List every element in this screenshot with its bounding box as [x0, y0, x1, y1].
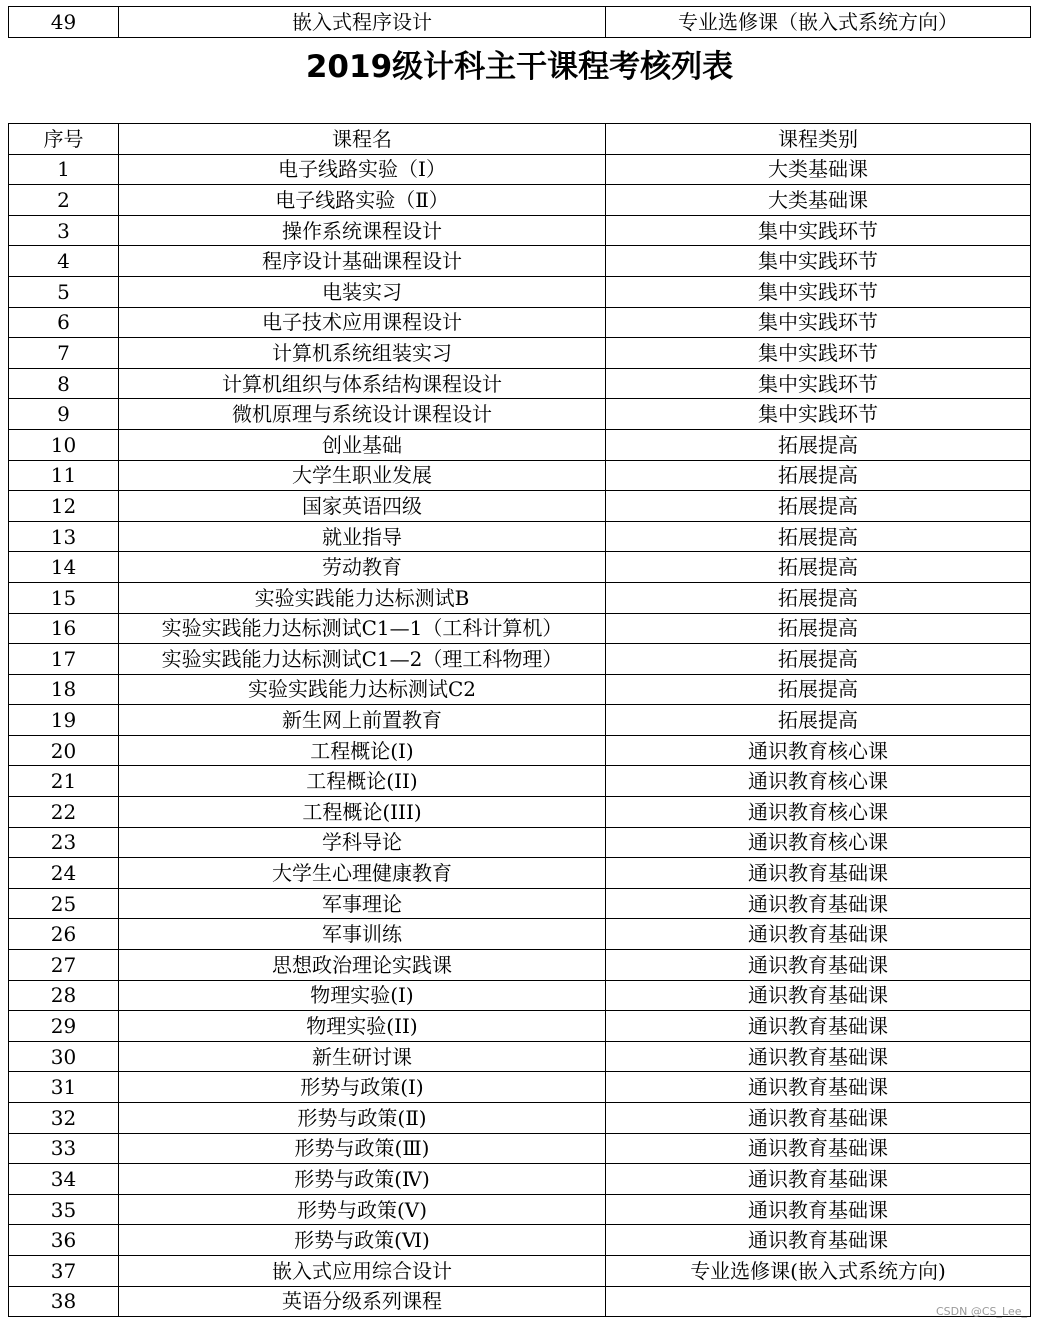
row-number: 19 — [9, 705, 119, 736]
table-row — [9, 827, 1031, 858]
course-type: 通识教育基础课 — [606, 1103, 1031, 1134]
row-number: 25 — [9, 888, 119, 919]
course-name: 实验实践能力达标测试C1—1（工科计算机） — [119, 613, 606, 644]
table-row — [9, 460, 1031, 491]
table-row — [9, 246, 1031, 277]
course-name: 实验实践能力达标测试C1—2（理工科物理） — [119, 644, 606, 675]
table-row — [9, 888, 1031, 919]
course-type: 集中实践环节 — [606, 276, 1031, 307]
course-type: 拓展提高 — [606, 705, 1031, 736]
course-type: 集中实践环节 — [606, 399, 1031, 430]
table-row — [9, 797, 1031, 828]
table-row — [9, 399, 1031, 430]
course-type: 拓展提高 — [606, 429, 1031, 460]
course-name: 思想政治理论实践课 — [119, 950, 606, 981]
table-row — [9, 950, 1031, 981]
course-type: 通识教育基础课 — [606, 980, 1031, 1011]
course-type: 通识教育基础课 — [606, 1041, 1031, 1072]
course-name: 嵌入式程序设计 — [119, 7, 606, 38]
course-type: 通识教育基础课 — [606, 858, 1031, 889]
course-type: 通识教育核心课 — [606, 766, 1031, 797]
course-name: 工程概论(III) — [119, 797, 606, 828]
course-name: 电装实习 — [119, 276, 606, 307]
row-number: 9 — [9, 399, 119, 430]
row-number: 24 — [9, 858, 119, 889]
row-number: 37 — [9, 1255, 119, 1286]
table-row — [9, 1255, 1031, 1286]
table-row — [9, 735, 1031, 766]
row-number: 30 — [9, 1041, 119, 1072]
table-row — [9, 919, 1031, 950]
course-name: 军事训练 — [119, 919, 606, 950]
course-type: 专业选修课(嵌入式系统方向) — [606, 1255, 1031, 1286]
header-course-name: 课程名 — [119, 124, 606, 155]
course-name: 嵌入式应用综合设计 — [119, 1255, 606, 1286]
table-row — [9, 7, 1031, 38]
table-row — [9, 552, 1031, 583]
row-number: 29 — [9, 1011, 119, 1042]
table-row — [9, 766, 1031, 797]
course-type: 拓展提高 — [606, 491, 1031, 522]
course-name: 微机原理与系统设计课程设计 — [119, 399, 606, 430]
course-name: 形势与政策(Ⅵ) — [119, 1225, 606, 1256]
table-row — [9, 1225, 1031, 1256]
course-type: 集中实践环节 — [606, 246, 1031, 277]
row-number: 6 — [9, 307, 119, 338]
table-row — [9, 1011, 1031, 1042]
course-type: 拓展提高 — [606, 613, 1031, 644]
table-row — [9, 980, 1031, 1011]
table-row — [9, 276, 1031, 307]
course-name: 形势与政策(Ⅴ) — [119, 1194, 606, 1225]
row-number: 3 — [9, 215, 119, 246]
course-name: 电子线路实验（Ⅰ） — [119, 154, 606, 185]
table-row — [9, 521, 1031, 552]
course-name: 物理实验(Ⅰ) — [119, 980, 606, 1011]
row-number: 7 — [9, 338, 119, 369]
row-number: 21 — [9, 766, 119, 797]
row-number: 23 — [9, 827, 119, 858]
course-type: 拓展提高 — [606, 460, 1031, 491]
row-number: 16 — [9, 613, 119, 644]
course-name: 英语分级系列课程 — [119, 1286, 606, 1317]
course-name: 形势与政策(Ⅰ) — [119, 1072, 606, 1103]
previous-page-table — [8, 6, 1031, 38]
row-number: 18 — [9, 674, 119, 705]
course-type: 大类基础课 — [606, 185, 1031, 216]
table-row — [9, 1072, 1031, 1103]
row-number: 33 — [9, 1133, 119, 1164]
course-name: 物理实验(II) — [119, 1011, 606, 1042]
course-name: 学科导论 — [119, 827, 606, 858]
course-type: 通识教育核心课 — [606, 735, 1031, 766]
course-name: 实验实践能力达标测试B — [119, 582, 606, 613]
table-row — [9, 307, 1031, 338]
table-row — [9, 368, 1031, 399]
course-type: 通识教育基础课 — [606, 1164, 1031, 1195]
table-row — [9, 1103, 1031, 1134]
course-type: 拓展提高 — [606, 644, 1031, 675]
course-type: 通识教育基础课 — [606, 1133, 1031, 1164]
course-type: 专业选修课（嵌入式系统方向） — [606, 7, 1031, 38]
table-row — [9, 1194, 1031, 1225]
table-row — [9, 154, 1031, 185]
row-number: 34 — [9, 1164, 119, 1195]
table-row — [9, 1286, 1031, 1317]
course-name: 形势与政策(Ⅳ) — [119, 1164, 606, 1195]
table-row — [9, 705, 1031, 736]
course-name: 操作系统课程设计 — [119, 215, 606, 246]
course-name: 就业指导 — [119, 521, 606, 552]
table-row — [9, 644, 1031, 675]
course-type: 拓展提高 — [606, 552, 1031, 583]
row-number: 4 — [9, 246, 119, 277]
course-table — [8, 123, 1031, 1317]
course-type: 集中实践环节 — [606, 368, 1031, 399]
table-row — [9, 613, 1031, 644]
course-type: 通识教育基础课 — [606, 1225, 1031, 1256]
course-type: 集中实践环节 — [606, 215, 1031, 246]
row-number: 31 — [9, 1072, 119, 1103]
row-number: 17 — [9, 644, 119, 675]
watermark: CSDN @CS_Lee_ — [936, 1305, 1027, 1318]
table-row — [9, 1041, 1031, 1072]
course-type: 通识教育基础课 — [606, 950, 1031, 981]
row-number: 11 — [9, 460, 119, 491]
row-number: 32 — [9, 1103, 119, 1134]
table-row — [9, 582, 1031, 613]
table-row — [9, 1133, 1031, 1164]
course-name: 电子技术应用课程设计 — [119, 307, 606, 338]
row-number: 8 — [9, 368, 119, 399]
course-name: 国家英语四级 — [119, 491, 606, 522]
table-row — [9, 338, 1031, 369]
course-type: 通识教育基础课 — [606, 1072, 1031, 1103]
course-type: 通识教育基础课 — [606, 888, 1031, 919]
course-type: 集中实践环节 — [606, 338, 1031, 369]
course-type: 通识教育基础课 — [606, 1194, 1031, 1225]
course-name: 实验实践能力达标测试C2 — [119, 674, 606, 705]
table-header-row — [9, 124, 1031, 155]
table-body — [9, 154, 1031, 1317]
row-number: 13 — [9, 521, 119, 552]
row-number: 2 — [9, 185, 119, 216]
row-number: 26 — [9, 919, 119, 950]
course-name: 工程概论(II) — [119, 766, 606, 797]
course-name: 形势与政策(Ⅲ) — [119, 1133, 606, 1164]
table-row — [9, 858, 1031, 889]
row-number: 49 — [9, 7, 119, 38]
course-name: 劳动教育 — [119, 552, 606, 583]
course-type: 通识教育核心课 — [606, 797, 1031, 828]
row-number: 14 — [9, 552, 119, 583]
table-row — [9, 215, 1031, 246]
course-type: 通识教育核心课 — [606, 827, 1031, 858]
header-number: 序号 — [9, 124, 119, 155]
row-number: 22 — [9, 797, 119, 828]
course-type: 通识教育基础课 — [606, 1011, 1031, 1042]
course-name: 工程概论(I) — [119, 735, 606, 766]
header-course-type: 课程类别 — [606, 124, 1031, 155]
table-row — [9, 1164, 1031, 1195]
course-type: 集中实践环节 — [606, 307, 1031, 338]
course-name: 大学生职业发展 — [119, 460, 606, 491]
row-number: 5 — [9, 276, 119, 307]
course-name: 创业基础 — [119, 429, 606, 460]
course-type: 拓展提高 — [606, 674, 1031, 705]
row-number: 20 — [9, 735, 119, 766]
row-number: 28 — [9, 980, 119, 1011]
course-type: 拓展提高 — [606, 521, 1031, 552]
row-number: 36 — [9, 1225, 119, 1256]
table-row — [9, 491, 1031, 522]
row-number: 38 — [9, 1286, 119, 1317]
course-name: 新生研讨课 — [119, 1041, 606, 1072]
row-number: 12 — [9, 491, 119, 522]
course-type: 拓展提高 — [606, 582, 1031, 613]
row-number: 15 — [9, 582, 119, 613]
table-row — [9, 429, 1031, 460]
row-number: 10 — [9, 429, 119, 460]
row-number: 1 — [9, 154, 119, 185]
course-name: 电子线路实验（Ⅱ） — [119, 185, 606, 216]
course-type: 大类基础课 — [606, 154, 1031, 185]
course-name: 军事理论 — [119, 888, 606, 919]
course-name: 计算机组织与体系结构课程设计 — [119, 368, 606, 399]
course-name: 形势与政策(Ⅱ) — [119, 1103, 606, 1134]
table-row — [9, 674, 1031, 705]
row-number: 27 — [9, 950, 119, 981]
course-name: 程序设计基础课程设计 — [119, 246, 606, 277]
table-row — [9, 185, 1031, 216]
page-title: 2019级计科主干课程考核列表 — [305, 49, 734, 85]
course-type: 通识教育基础课 — [606, 919, 1031, 950]
course-name: 大学生心理健康教育 — [119, 858, 606, 889]
row-number: 35 — [9, 1194, 119, 1225]
course-name: 新生网上前置教育 — [119, 705, 606, 736]
course-name: 计算机系统组装实习 — [119, 338, 606, 369]
